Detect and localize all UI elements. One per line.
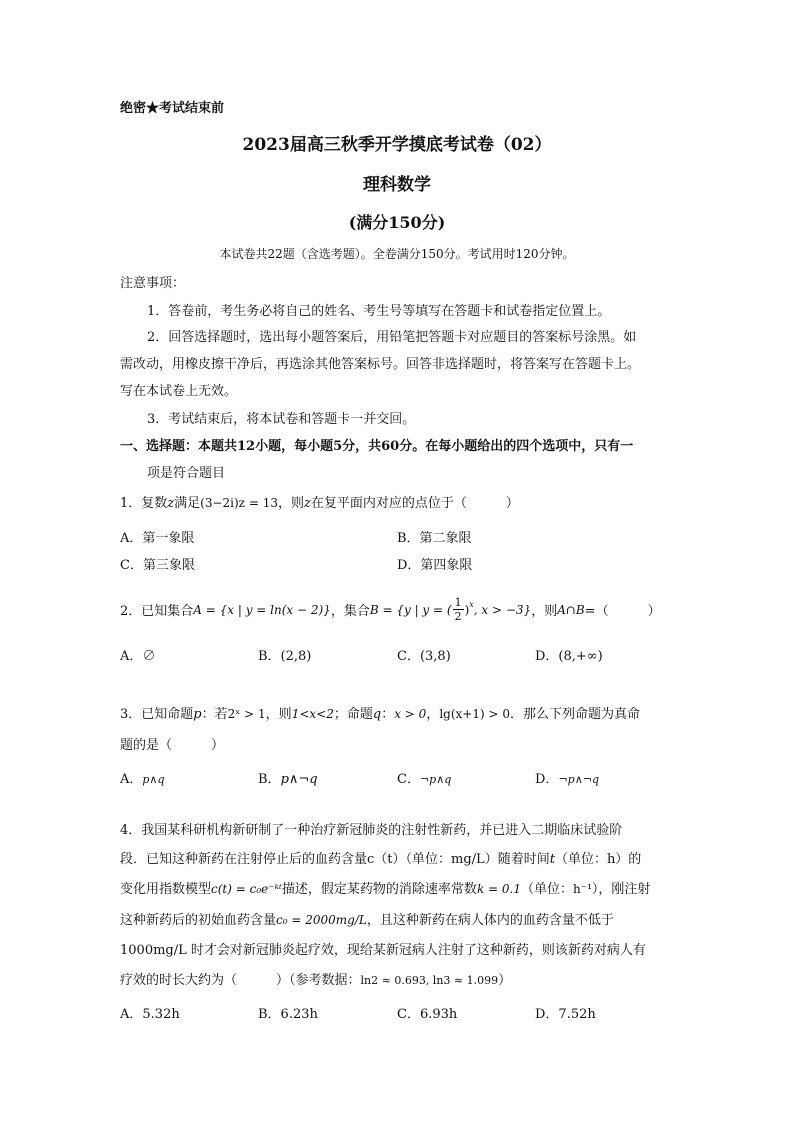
subject-title: 理科数学 — [363, 175, 431, 195]
q4-l4-pre: 这种新药后的初始血药含量 — [120, 913, 277, 928]
q2-mid: ，集合 — [330, 604, 370, 619]
q2-pre: 2．已知集合 — [120, 604, 194, 619]
q4-l6-post: ） — [498, 973, 512, 988]
q2-set-b-left: B = {y | y = ( — [369, 602, 452, 617]
q4-l3-post: ），刚注射 — [591, 882, 651, 897]
q3-d: ： — [381, 707, 395, 722]
q1-pre: 1．复数 — [120, 496, 168, 511]
q2-option-b[interactable]: B．(2,8) — [258, 649, 312, 664]
exam-title: 2023届高三秋季开学摸底考试卷（02） — [242, 135, 552, 155]
section-heading-line2: 项是符合题目 — [147, 466, 226, 481]
note-item-2-line2: 需改动，用橡皮擦干净后，再选涂其他答案标号。回答非选择题时，将答案写在答题卡上。 — [120, 357, 641, 372]
question-3-line1 — [120, 703, 640, 722]
q1-expr: (3−2i)z = 13 — [200, 496, 278, 510]
q4-option-c[interactable]: C．6.93h — [397, 1007, 458, 1022]
q3-c-label: C． — [397, 772, 420, 787]
q3-a: ：若 — [201, 707, 228, 722]
q3-cond1: 2ˣ > 1 — [227, 707, 266, 721]
q4-ref: ln2 ≈ 0.693, ln3 ≈ 1.099 — [360, 974, 499, 987]
q1-post2: 在复平面内对应的点位于（ ） — [310, 496, 519, 511]
q2-set-b-right: ) — [464, 602, 470, 617]
q1-mid: 满足 — [174, 496, 201, 511]
full-score: (满分150分) — [348, 213, 446, 232]
q3-cond3: x > 0 — [394, 707, 427, 721]
q3-a-expr: p∧q — [142, 773, 165, 786]
q2-frac-num: 1 — [454, 596, 462, 609]
q2-option-d[interactable]: D．(8,+∞) — [535, 649, 603, 664]
q4-l3-mid: 描述，假定某药物的消除速率常数 — [281, 882, 477, 897]
q3-f: ．那么下列命题为真命 — [509, 707, 640, 722]
q3-pre: 3．已知命题 — [120, 707, 194, 722]
q2-intersection: A∩B — [557, 602, 585, 617]
q4-option-a[interactable]: A．5.32h — [120, 1007, 180, 1022]
q3-c: ；命题 — [333, 707, 373, 722]
q4-unit: h⁻¹ — [573, 882, 592, 896]
q3-option-a[interactable] — [120, 768, 165, 787]
q1-var-z: z — [167, 496, 175, 511]
q4-l2-post: （单位：h）的 — [554, 852, 642, 867]
q3-e: ， — [426, 707, 440, 722]
q2-option-c[interactable]: C．(3,8) — [397, 649, 451, 664]
q3-option-d[interactable] — [535, 768, 599, 787]
q2-option-a[interactable]: A．∅ — [120, 649, 156, 664]
question-4-line5: 1000mg/L 时才会对新冠肺炎起疗效，现给某新冠病人注射了这种新药，则该新药对病人有 — [120, 943, 646, 958]
q1-option-c[interactable]: C．第三象限 — [120, 558, 195, 573]
q1-var-z2: z — [303, 496, 311, 511]
q4-c0: c₀ = 2000mg/L — [276, 913, 367, 927]
question-4-line2 — [120, 848, 641, 867]
q3-var-q: q — [372, 707, 382, 722]
q4-l2-mid: （单位：mg/L）随着时间 — [405, 852, 550, 867]
question-4-line6 — [120, 969, 511, 988]
q3-d-label: D． — [535, 772, 559, 787]
q4-c-t: c（t） — [367, 852, 406, 867]
q3-cond4: lg(x+1) > 0 — [439, 707, 510, 721]
question-4-line4 — [120, 909, 614, 928]
q3-cond2: 1<x<2 — [291, 707, 334, 721]
q3-a-label: A． — [120, 772, 143, 787]
note-item-2-line1: 2．回答选择题时，选出每小题答案后，用铅笔把答题卡对应题目的答案标号涂黑。如 — [147, 330, 637, 345]
q2-post2: =（ ） — [584, 604, 661, 619]
q2-set-b-tail: , x > −3} — [473, 602, 532, 617]
question-4-line1: 4．我国某科研机构新研制了一种治疗新冠肺炎的注射性新药，并已进入二期临床试验阶 — [120, 823, 623, 838]
q4-l2-pre: 段．已知这种新药在注射停止后的血药含量 — [120, 852, 368, 867]
q4-l4-post: ，且这种新药在病人体内的血药含量不低于 — [366, 913, 614, 928]
q1-post1: ，则 — [277, 496, 304, 511]
q3-b-label: B． — [258, 772, 281, 787]
q3-option-c[interactable] — [397, 768, 451, 787]
q4-model: c(t) = c₀e⁻ᵏᵗ — [211, 882, 282, 896]
note-item-1: 1．答卷前，考生务必将自己的姓名、考生号等填写在答题卡和试卷指定位置上。 — [147, 304, 611, 319]
q3-option-b[interactable] — [258, 768, 318, 787]
note-item-3: 3．考试结束后，将本试卷和答题卡一并交回。 — [147, 412, 416, 427]
q3-b-expr: p∧¬q — [280, 772, 318, 787]
exam-intro: 本试卷共22题（含选考题）。全卷满分150分。考试用时120分钟。 — [219, 247, 575, 261]
q4-l6-pre: 疗效的时长大约为（ ）（参考数据： — [120, 973, 361, 988]
confidential-mark: 绝密★考试结束前 — [120, 101, 225, 116]
q4-l3-pre: 变化用指数模型 — [120, 882, 212, 897]
q2-set-a: A = {x | y = ln(x − 2)} — [193, 602, 331, 617]
question-2 — [120, 596, 661, 623]
q4-var-t: t — [549, 852, 555, 867]
q3-b: ，则 — [265, 707, 292, 722]
q1-option-b[interactable]: B．第二象限 — [397, 531, 472, 546]
q4-k: k = 0.1 — [476, 882, 521, 896]
q2-fraction — [453, 596, 464, 623]
question-4-line3 — [120, 878, 650, 897]
q4-option-b[interactable]: B．6.23h — [258, 1007, 318, 1022]
note-item-2-line3: 写在本试卷上无效。 — [120, 384, 238, 399]
q1-option-a[interactable]: A．第一象限 — [120, 531, 195, 546]
q2-frac-den: 2 — [454, 610, 462, 623]
q3-var-p: p — [193, 707, 202, 722]
q4-l3-unit: （单位： — [520, 882, 573, 897]
q1-option-d[interactable]: D．第四象限 — [397, 558, 473, 573]
section-heading-line1: 一、选择题：本题共12小题，每小题5分，共60分。在每小题给出的四个选项中，只有一 — [120, 439, 634, 454]
q2-exponent: x — [469, 600, 474, 609]
question-1 — [120, 492, 519, 511]
q3-d-expr: ¬p∧¬q — [558, 773, 600, 786]
q2-post1: ，则 — [531, 604, 558, 619]
notes-heading: 注意事项： — [120, 276, 186, 291]
question-3-line2: 题的是（ ） — [120, 738, 225, 753]
q3-c-expr: ¬p∧q — [419, 773, 452, 786]
q4-option-d[interactable]: D．7.52h — [535, 1007, 596, 1022]
